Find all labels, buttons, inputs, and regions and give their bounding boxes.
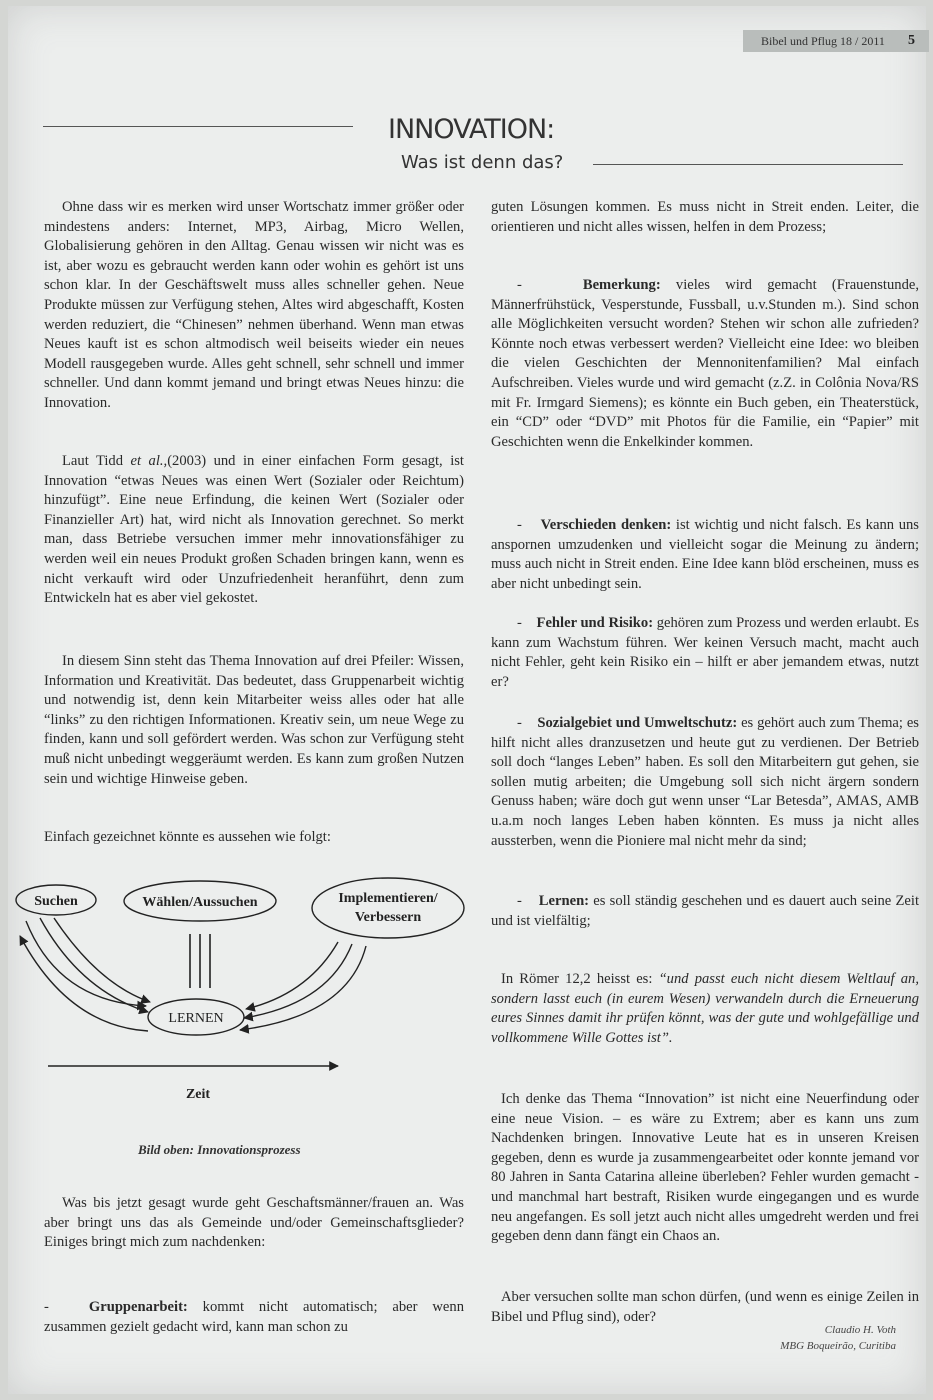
text-span: Laut Tidd	[62, 453, 131, 469]
bold-span: Fehler und Risiko:	[536, 615, 654, 631]
paragraph-text	[491, 714, 919, 851]
lernen-label: LERNEN	[168, 1011, 224, 1026]
magazine-page	[8, 6, 926, 1394]
text-span: kommt nicht automatisch; aber wenn zusammen gezielt gedacht wird, kann man schon zu	[44, 1299, 464, 1335]
paragraph-gruppenarbeit	[44, 1298, 464, 1337]
header-magazine-name: Bibel und Pflug 18 / 2011	[743, 30, 929, 52]
page-number: 5	[908, 33, 915, 48]
paragraph-bemerkung	[491, 276, 919, 452]
bullet-dash: -	[517, 517, 522, 533]
impl-label-2: Verbessern	[354, 910, 422, 925]
paragraph-text: Ohne dass wir es merken wird unser Wortschatz immer größer oder mindestens anders: Internet, MP3, Airbag, Micro Wellen, Globalisierung gehören in den Alltag. Genau wissen wir nicht was es ist, aber wozu es gebraucht werden kann oder wohin es gehört ist uns schon klar. In der Geschäftswelt muss alles schneller gehen. Neue Produkte müssen zur Verfügung stehen, Altes wird abgeschafft, Kosten werden reduziert, die “Chinesen” nehmen überhand. Wenn man etwas Neues kauft ist es schon altmodisch weil beiseits wieder ein neues Modell rausgegeben wurde. Alles geht schnell, sehr schnell und immer schneller. Und dann kommt jemand und bringt etwas Neues hinzu: die Innovation.	[44, 199, 464, 411]
bold-span: Verschieden denken:	[540, 517, 672, 533]
paragraph-text	[491, 276, 919, 452]
paragraph-text: Aber versuchen sollte man schon dürfen, (und wenn es einige Zeilen in Bibel und Pflug sind), oder?	[491, 1289, 919, 1325]
curve-arrow-right	[244, 944, 352, 1018]
curve-arrow-left	[26, 921, 146, 1006]
zeit-label: Zeit	[185, 1087, 211, 1102]
paragraph-tidd	[44, 452, 464, 609]
paragraph-text: Was bis jetzt gesagt wurde geht Geschaftsmänner/frauen an. Was aber bringt uns das als Gemeinde und/oder Gemeinschaftsglieder? Einiges bringt mich zum nachdenken:	[44, 1195, 464, 1251]
paragraph-text	[491, 614, 919, 692]
waehlen-label: Wählen/Aussuchen	[142, 895, 258, 910]
paragraph-intro	[44, 198, 464, 414]
paragraph-conclusion	[491, 1090, 919, 1247]
paragraph-community	[44, 1194, 464, 1253]
bold-span: Sozialgebiet und Umweltschutz:	[537, 715, 738, 731]
suchen-label: Suchen	[34, 894, 78, 909]
impl-label-1: Implementieren/	[338, 891, 438, 906]
paragraph-verschieden	[491, 516, 919, 594]
bullet-dash: -	[44, 1299, 49, 1315]
paragraph-pillars	[44, 652, 464, 789]
paragraph-text	[44, 452, 464, 609]
curve-arrow-right	[240, 946, 366, 1030]
author-place: MBG Boqueirão, Curitiba	[780, 1340, 896, 1352]
author-name: Claudio H. Voth	[824, 1324, 896, 1336]
bold-span: Gruppenarbeit:	[88, 1299, 188, 1315]
text-span: es gehört auch zum Thema; es hilft nicht alles dranzusetzen und heute gut zu verdienen. Der Betrieb soll doch “langes Leben” haben. Es soll den Mitarbeitern gut gehen, sie sollen mutig arbeiten; die Umgebung soll sich nicht ärgern sondern Genuss haben; wäre doch gut wenn unser “Lar Betesda”, AMAS, AMB u.a.m noch langes Leben haben könnten. Es muss ja nicht alles aussterben, wenn die Pioniere mal nicht mehr da sind;	[491, 715, 919, 849]
return-arrow	[20, 936, 148, 1031]
paragraph-fehler	[491, 614, 919, 692]
bold-span: Bemerkung:	[582, 277, 661, 293]
title-rule-left	[43, 126, 353, 127]
text-span: gehören zum Prozess und werden erlaubt. Es kann zum Wachstum führen. Wer keinen Versuch macht, macht auch nicht Fehler, geht kein Risiko ein – hilft er aber jemandem etwas, nutzt er?	[491, 615, 919, 690]
article-title: INNOVATION:	[388, 114, 555, 145]
paragraph-closing	[491, 1288, 919, 1327]
paragraph-text: Einfach gezeichnet könnte es aussehen wie folgt:	[44, 829, 331, 845]
curve-arrow-left	[40, 918, 148, 1012]
text-span: (2003) und in einer einfachen Form gesagt, ist Innovation “etwas Neues was einen Wert (Sozialer oder Reichtum) hinzufügt”. Eine neue Erfindung, die keinen Wert (Sozialer oder Finanzieller Art) hat, wird nicht als Innovation gerechnet. So merkt man, dass Betriebe versuchen immer mehr innovationsfähiger zu werden weil ein neues Produkt großen Schaden bringen kann, wenn es nicht verkauft wird oder Unzufriedenheit heranführt, denn zum Entwickeln hat es aber viel gekostet.	[44, 453, 464, 607]
text-span: vieles wird gemacht (Frauenstunde, Männerfrühstück, Vesperstunde, Fussball, u.v.Stunden m.). Sind schon alle Möglichkeiten versucht worden? Stehen wir schon alle zufrieden? Könnte noch etwas verbessert werden? Vielleicht eine Idee: wo bleiben die vielen Geschichten der Mennonitenfamilien? Mal einfach Aufschreiben. Vieles wurde und wird gemacht (z.Z. in Colônia Nova/RS mit Fr. Irmgard Siemens); es könnte ein Buch geben, ein Theaterstück, ein “CD” oder “DVD” mit Photos für die Familie, ein “Papier” mit Geschichten wenn die Enkelkinder kommen.	[491, 277, 920, 450]
bullet-dash: -	[517, 615, 522, 631]
text-span: ist wichtig und nicht falsch. Es kann uns anspornen umzudenken und vielleicht sogar die Meinung zu ändern; muss auch nicht in Streit enden. Eine Idee kann blöd erscheinen, muss es aber nicht unbedingt sein.	[491, 517, 919, 592]
paragraph-text	[491, 970, 919, 1048]
text-span: es soll ständig geschehen und es dauert auch seine Zeit und ist vielfältig;	[491, 893, 919, 929]
bible-quote: “und passt euch nicht diesem Weltlauf an, sondern lasst euch (in eurem Wesen) verwandeln durch die Erneuerung eures Sinnes damit ihr prüfen könnt, was der gute und wohlgefällige und vollkommene Wille Gottes ist”.	[491, 971, 919, 1046]
article-subtitle: Was ist denn das?	[401, 152, 564, 173]
paragraph-continued	[491, 198, 919, 237]
innovation-process-diagram	[8, 866, 468, 1166]
curve-arrow-right	[246, 942, 338, 1009]
paragraph-text	[491, 892, 919, 931]
bullet-dash: -	[517, 715, 522, 731]
paragraph-text: guten Lösungen kommen. Es muss nicht in Streit enden. Leiter, die orientieren und nicht alles wissen, helfen in dem Prozess;	[491, 199, 919, 235]
paragraph-text: Ich denke das Thema “Innovation” ist nicht eine Neuerfindung oder eine neue Vision. – es wäre zu Extrem; aber es kann uns zum Nachdenken bringen. Innovative Leute hat es in unseren Kreisen gegeben, denn es wurde ja zusammengearbeitet oder konnte jemand vor 80 Jahren in Santa Catarina alleine überleben? Fehler wurden gemacht - und manchmal hart bestraft, Risiken wurde eingegangen und es wurde neu angefangen. Es soll jetzt auch nicht alles umgedreht werden und frei gegeben denn dann fängt ein Chaos an.	[491, 1091, 919, 1245]
impl-oval	[312, 878, 464, 938]
paragraph-roemer	[491, 970, 919, 1048]
bullet-dash: -	[517, 277, 522, 293]
paragraph-text	[44, 1298, 464, 1337]
text-span: In Römer 12,2 heisst es:	[501, 971, 659, 987]
paragraph-text	[491, 516, 919, 594]
bullet-dash: -	[517, 893, 522, 909]
title-rule-right	[593, 164, 903, 165]
paragraph-diagram-intro	[44, 828, 464, 848]
diagram-caption: Bild oben: Innovationsprozess	[138, 1142, 301, 1157]
paragraph-sozialgebiet	[491, 714, 919, 851]
italic-span: et al.,	[130, 453, 168, 469]
bold-span: Lernen:	[538, 893, 590, 909]
paragraph-text: In diesem Sinn steht das Thema Innovation auf drei Pfeiler: Wissen, Information und Kreativität. Das bedeutet, dass Gruppenarbeit wichtig und notwendig ist, denn kein Mitarbeiter weiss alles oder hat alle “links” zu den richtigen Informationen. Kreativ sein, um neue Wege zu finden, kann und soll gefördert werden. Was schon zur Verfügung steht muß nicht unbedingt weggeräumt werden. Es kann zum großen Nutzen sein und wichtige Hinweise geben.	[44, 653, 464, 787]
paragraph-lernen	[491, 892, 919, 931]
